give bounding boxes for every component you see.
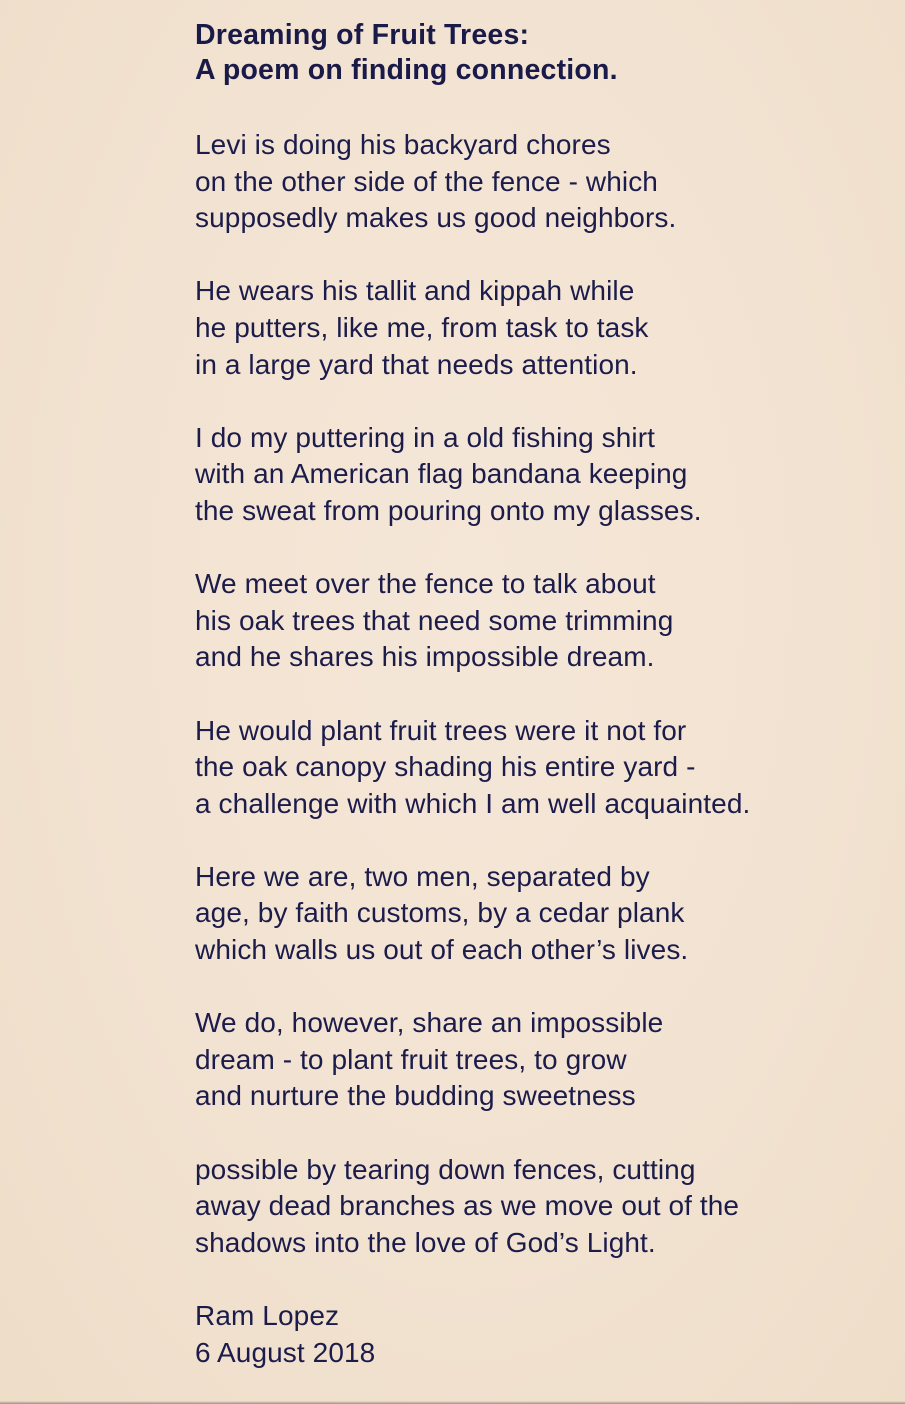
- poem-title-line-1: Dreaming of Fruit Trees:: [195, 19, 530, 51]
- poem-line: with an American flag bandana keeping: [195, 458, 688, 490]
- poem-line: in a large yard that needs attention.: [195, 348, 638, 380]
- stanza-2: [195, 273, 845, 383]
- stanza-6: [195, 859, 845, 969]
- poem-line: he putters, like me, from task to task: [195, 311, 649, 343]
- stanza-8: [195, 1152, 845, 1262]
- stanza-4: [195, 566, 845, 676]
- poem-line: We meet over the fence to talk about: [195, 568, 656, 600]
- poem-line: away dead branches as we move out of the: [195, 1190, 740, 1222]
- poem-title: [195, 18, 845, 88]
- poem-line: and he shares his impossible dream.: [195, 641, 655, 673]
- stanza-5: [195, 713, 845, 823]
- poem-line: He would plant fruit trees were it not for: [195, 714, 687, 746]
- poem-line: the sweat from pouring onto my glasses.: [195, 494, 702, 526]
- poem-line: dream - to plant fruit trees, to grow: [195, 1043, 627, 1075]
- poem-line: Here we are, two men, separated by: [195, 860, 650, 892]
- stanza-1: [195, 127, 845, 237]
- poem-signature: [195, 1298, 845, 1371]
- poem-line: on the other side of the fence - which: [195, 165, 658, 197]
- poem-line: his oak trees that need some trimming: [195, 604, 674, 636]
- poem-line: a challenge with which I am well acquainted.: [195, 787, 751, 819]
- poem-line: which walls us out of each other’s lives.: [195, 934, 689, 966]
- poem-title-line-2: A poem on finding connection.: [195, 54, 618, 86]
- poem-line: He wears his tallit and kippah while: [195, 275, 635, 307]
- poem-line: supposedly makes us good neighbors.: [195, 202, 677, 234]
- poem-line: and nurture the budding sweetness: [195, 1080, 636, 1112]
- poem-line: the oak canopy shading his entire yard -: [195, 751, 696, 783]
- poem-line: Levi is doing his backyard chores: [195, 129, 611, 160]
- poem-line: possible by tearing down fences, cutting: [195, 1153, 696, 1185]
- author-name: Ram Lopez: [195, 1300, 340, 1331]
- poem-date: 6 August 2018: [195, 1336, 376, 1368]
- poem-line: shadows into the love of God’s Light.: [195, 1226, 656, 1258]
- poem-line: We do, however, share an impossible: [195, 1007, 664, 1039]
- stanza-7: [195, 1005, 845, 1115]
- poem-line: I do my puttering in a old fishing shirt: [195, 421, 656, 453]
- stanza-3: [195, 420, 845, 530]
- poem-line: age, by faith customs, by a cedar plank: [195, 897, 685, 929]
